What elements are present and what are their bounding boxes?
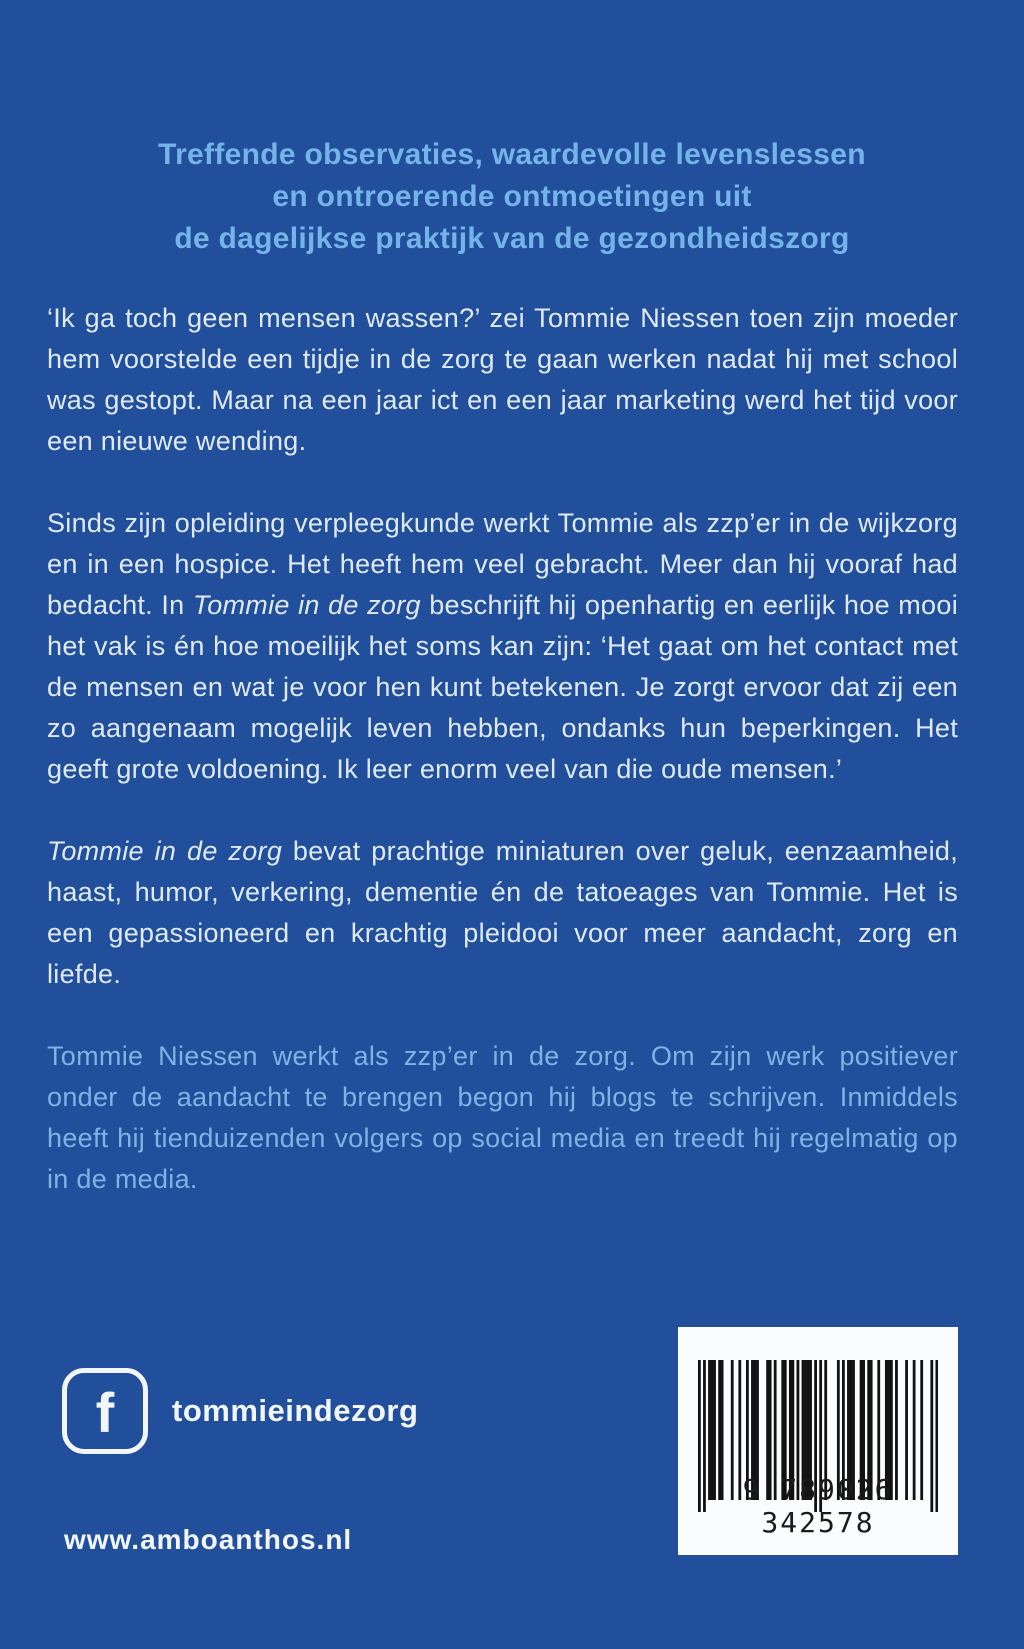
facebook-icon — [62, 1368, 148, 1454]
body-paragraph: Tommie in de zorg bevat prachtige miniaturen over geluk, eenzaamheid, haast, humor, verkering, dementie én de tatoeages van Tommie. Het is een gepassioneerd en krachtig pleidooi voor meer aandacht, zorg en liefde. — [47, 836, 958, 989]
body-paragraph: Sinds zijn opleiding verpleegkunde werkt Tommie als zzp’er in de wijkzorg en in een hospice. Het heeft hem veel gebracht. Meer dan hij vooraf had bedacht. In Tommie in de zorg beschrijft hij openhartig en eerlijk hoe mooi het vak is én hoe moeilijk het soms kan zijn: ‘Het gaat om het contact met de mensen en wat je voor hen kunt betekenen. Je zorgt ervoor dat zij een zo aangenaam mogelijk leven hebben, ondanks hun beperkingen. Het geeft grote voldoening. Ik leer enorm veel van die oude mensen.’ — [47, 508, 958, 784]
body-paragraph: ‘Ik ga toch geen mensen wassen?’ zei Tommie Niessen toen zijn moeder hem voorstelde een tijdje in de zorg te gaan werken nadat hij met school was gestopt. Maar na een jaar ict en een jaar marketing werd het tijd voor een nieuwe wending. — [47, 303, 958, 456]
tagline-line: Treffende observaties, waardevolle levenslessen — [158, 138, 866, 171]
body-paragraph: Tommie Niessen werkt als zzp’er in de zorg. Om zijn werk positiever onder de aandacht te brengen begon hij blogs te schrijven. Inmiddels heeft hij tienduizenden volgers op social media en treedt hij regelmatig op in de media. — [47, 1041, 958, 1194]
facebook-f-glyph: f — [95, 1381, 115, 1444]
isbn-number: 9 789026 342578 — [742, 1473, 894, 1539]
tagline-line: en ontroerende ontmoetingen uit — [272, 180, 752, 213]
publisher-website: www.amboanthos.nl — [64, 1524, 353, 1555]
facebook-handle: tommieindezorg — [172, 1393, 419, 1428]
barcode — [678, 1327, 958, 1555]
facebook-row — [62, 1368, 418, 1454]
blurb — [47, 298, 958, 1241]
tagline — [0, 134, 1024, 260]
tagline-line: de dagelijkse praktijk van de gezondheidszorg — [174, 222, 850, 255]
